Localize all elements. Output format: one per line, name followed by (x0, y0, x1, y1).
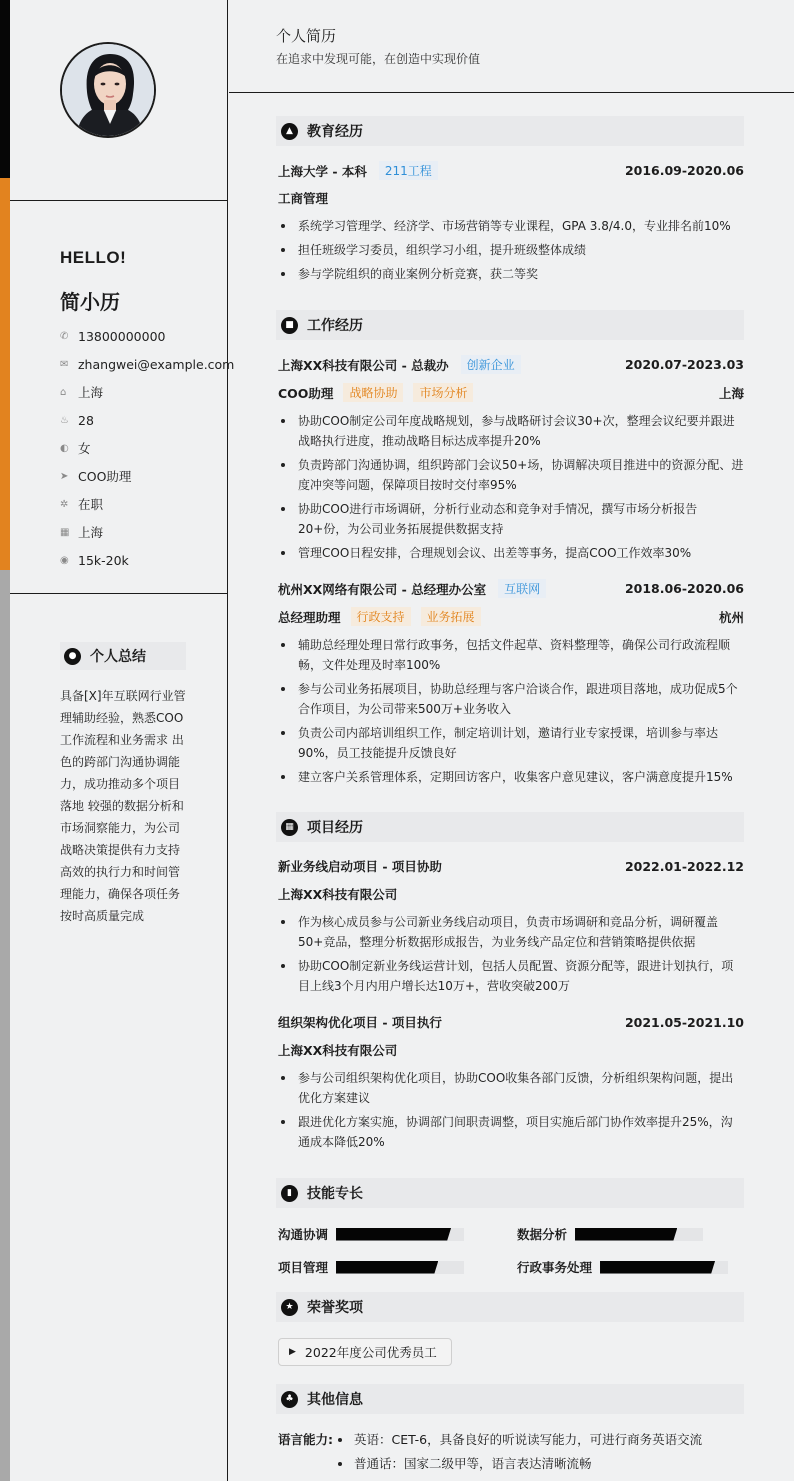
awards-heading (276, 1292, 744, 1322)
job-header (278, 579, 744, 598)
job-city: 杭州 (718, 609, 744, 625)
skill-bar (336, 1228, 464, 1241)
list-item: 协助COO进行市场调研，分析行业动态和竞争对手情况，撰写市场分析报告20+份，为公司业务拓展提供数据支持 (278, 499, 744, 539)
project-period: 2021.05-2021.10 (624, 1014, 744, 1030)
page-subtitle: 在追求中发现可能，在创造中实现价值 (276, 52, 481, 66)
contact-info-item (60, 434, 234, 462)
accent-strip-top (0, 0, 10, 178)
summary-title: 个人总结 (90, 649, 146, 665)
accent-strip-bottom (0, 570, 10, 1481)
bar-chart-icon: ▮ (281, 1185, 298, 1202)
education-bullets (278, 216, 744, 288)
briefcase-icon: ■ (281, 317, 298, 334)
list-item: 参与公司业务拓展项目，协助总经理与客户洽谈合作，跟进项目落地，成功促成5个合作项目，为公司带来500万+业务收入 (278, 679, 744, 719)
major: 工商管理 (278, 191, 329, 206)
building-icon: ▦ (60, 526, 70, 538)
list-item: 担任班级学习委员，组织学习小组，提升班级整体成绩 (278, 240, 744, 260)
company-name: 上海XX科技有限公司 - 总裁办 (278, 357, 449, 373)
job-period: 2018.06-2020.06 (624, 581, 744, 596)
work-heading (276, 310, 744, 340)
cake-icon: ♨ (60, 414, 69, 426)
job-bullets (278, 635, 744, 791)
skill-item (517, 1225, 703, 1243)
list-item: 负责跨部门沟通协调，组织跨部门会议50+场，协调解决项目推进中的资源分配、进度冲突等问题，保障项目按时交付率95% (278, 455, 744, 495)
contact-info-item (60, 490, 234, 518)
skill-item (278, 1258, 464, 1276)
header-divider (229, 92, 794, 93)
job-period: 2020.07-2023.03 (624, 357, 744, 372)
skill-bar (575, 1228, 703, 1241)
summary-heading (60, 642, 186, 670)
education-row (278, 161, 744, 180)
status-icon: ✲ (60, 498, 69, 510)
contact-info-text: zhangwei@example.com (78, 356, 235, 372)
project-company-row (278, 885, 744, 903)
sidebar (10, 0, 235, 1481)
project-company: 上海XX科技有限公司 (278, 887, 398, 902)
list-item: 跟进优化方案实施，协调部门间职责调整，项目实施后部门协作效率提升25%，沟通成本降低20% (278, 1112, 744, 1152)
contact-info-text: 13800000000 (78, 328, 166, 344)
role-tag: 业务拓展 (421, 607, 481, 626)
project-bullets (278, 1068, 744, 1156)
awards-title: 荣誉奖项 (307, 1300, 363, 1316)
skill-item (278, 1225, 464, 1243)
person-name: 简小历 (60, 290, 120, 314)
role-tag: 战略协助 (343, 383, 403, 402)
skill-name: 项目管理 (278, 1260, 329, 1275)
sidebar-divider (10, 200, 227, 201)
summary-text: 具备[X]年互联网行业管理辅助经验，熟悉COO工作流程和业务需求 出色的跨部门沟通协调能力，成功推动多个项目落地 较强的数据分析和市场洞察能力，为公司战略决策提供有力支持 高效的执行力和时间管理能力，确保各项任务按时高质量完成 (60, 689, 186, 923)
job-role: COO助理 (278, 385, 334, 401)
project-company-row (278, 1041, 744, 1059)
contact-info-item (60, 406, 234, 434)
list-item: 负责公司内部培训组织工作，制定培训计划，邀请行业专家授课，培训参与率达90%，员工技能提升反馈良好 (278, 723, 744, 763)
school-name: 上海大学 - 本科 (278, 163, 367, 179)
graduation-cap-icon: ▲ (281, 123, 298, 140)
skill-item (517, 1258, 728, 1276)
avatar-portrait-icon (62, 44, 156, 138)
skill-bar (600, 1261, 728, 1274)
project-bullets (278, 912, 744, 1000)
list-item: 管理COO日程安排，合理规划会议、出差等事务，提高COO工作效率30% (278, 543, 744, 563)
accent-strip-middle (0, 178, 10, 570)
projects-title: 项目经历 (307, 820, 363, 836)
education-title: 教育经历 (307, 124, 363, 140)
skill-name: 数据分析 (517, 1227, 568, 1242)
school-tag: 211工程 (379, 161, 438, 180)
contact-info-item (60, 378, 234, 406)
project-company: 上海XX科技有限公司 (278, 1043, 398, 1058)
grid-icon: ▦ (281, 819, 298, 836)
contact-info-text: 上海 (78, 525, 104, 540)
company-tag: 创新企业 (461, 355, 521, 374)
other-heading (276, 1384, 744, 1414)
job-role: 总经理助理 (278, 609, 341, 625)
skill-bar (336, 1261, 464, 1274)
skill-bar-fill (336, 1228, 451, 1241)
projects-heading (276, 812, 744, 842)
play-icon: ▶ (289, 1347, 296, 1357)
other-title: 其他信息 (307, 1392, 363, 1408)
user-icon: ● (64, 648, 81, 665)
project-header (278, 1013, 744, 1031)
job-city: 上海 (718, 385, 744, 401)
project-period: 2022.01-2022.12 (624, 858, 744, 874)
salary-icon: ◉ (60, 554, 69, 566)
avatar (60, 42, 156, 138)
contact-info-item (60, 462, 234, 490)
gender-icon: ◐ (60, 442, 69, 454)
contact-info-text: 28 (78, 412, 94, 428)
language-list (334, 1428, 702, 1476)
contact-info-item (60, 518, 234, 546)
language-label: 语言能力: (278, 1432, 333, 1447)
list-item: 建立客户关系管理体系，定期回访客户，收集客户意见建议，客户满意度提升15% (278, 767, 744, 787)
education-period: 2016.09-2020.06 (624, 163, 744, 178)
award-icon: ★ (281, 1299, 298, 1316)
home-icon: ⌂ (60, 386, 67, 398)
sidebar-divider (10, 593, 227, 594)
phone-icon: ✆ (60, 330, 69, 342)
skill-bar-fill (600, 1261, 715, 1274)
contact-info-text: COO助理 (78, 469, 132, 484)
list-item: 协助COO制定新业务线运营计划，包括人员配置、资源分配等，跟进计划执行，项目上线3个月内用户增长达10万+，营收突破200万 (278, 956, 744, 996)
job-header (278, 355, 744, 374)
project-header (278, 857, 744, 875)
skills-title: 技能专长 (307, 1186, 363, 1202)
list-item: 英语：CET-6，具备良好的听说读写能力，可进行商务英语交流 (334, 1428, 702, 1452)
list-item: 参与公司组织架构优化项目，协助COO收集各部门反馈，分析组织架构问题，提出优化方案建议 (278, 1068, 744, 1108)
company-tag: 互联网 (498, 579, 546, 598)
contact-info-list (60, 322, 234, 574)
list-item: 系统学习管理学、经济学、市场营销等专业课程，GPA 3.8/4.0，专业排名前10% (278, 216, 744, 236)
job-role-row (278, 607, 744, 626)
contact-info-text: 在职 (78, 497, 104, 512)
project-name: 组织架构优化项目 - 项目执行 (278, 1015, 442, 1030)
list-item: 普通话：国家二级甲等，语言表达清晰流畅 (334, 1452, 702, 1476)
mail-icon: ✉ (60, 358, 69, 370)
contact-info-item (60, 546, 234, 574)
greeting: HELLO! (60, 248, 127, 267)
skills-heading (276, 1178, 744, 1208)
award-label: 2022年度公司优秀员工 (304, 1345, 437, 1360)
contact-info-text: 15k-20k (78, 552, 129, 568)
page-title: 个人简历 (276, 27, 337, 45)
role-tag: 行政支持 (351, 607, 411, 626)
list-item: 参与学院组织的商业案例分析竞赛，获二等奖 (278, 264, 744, 284)
skill-bar-fill (575, 1228, 677, 1241)
major-row (278, 189, 744, 207)
people-icon: ♣ (281, 1391, 298, 1408)
send-icon: ➤ (60, 470, 69, 482)
work-title: 工作经历 (307, 318, 363, 334)
list-item: 协助COO制定公司年度战略规划，参与战略研讨会议30+次，整理会议纪要并跟进战略执行进度，推动战略目标达成率提升20% (278, 411, 744, 451)
contact-info-item (60, 322, 234, 350)
skill-name: 行政事务处理 (517, 1260, 593, 1275)
company-name: 杭州XX网络有限公司 - 总经理办公室 (278, 581, 487, 597)
contact-info-text: 上海 (78, 385, 104, 400)
role-tag: 市场分析 (413, 383, 473, 402)
list-item: 作为核心成员参与公司新业务线启动项目，负责市场调研和竞品分析，调研覆盖50+竞品，整理分析数据形成报告，为业务线产品定位和营销策略提供依据 (278, 912, 744, 952)
award-badge[interactable] (278, 1338, 452, 1366)
job-role-row (278, 383, 744, 402)
list-item: 辅助总经理处理日常行政事务，包括文件起草、资料整理等，确保公司行政流程顺畅，文件处理及时率100% (278, 635, 744, 675)
skill-bar-fill (336, 1261, 438, 1274)
job-bullets (278, 411, 744, 567)
contact-info-item (60, 350, 234, 378)
contact-info-text: 女 (78, 441, 91, 456)
education-heading (276, 116, 744, 146)
project-name: 新业务线启动项目 - 项目协助 (278, 859, 442, 874)
skill-name: 沟通协调 (278, 1227, 329, 1242)
